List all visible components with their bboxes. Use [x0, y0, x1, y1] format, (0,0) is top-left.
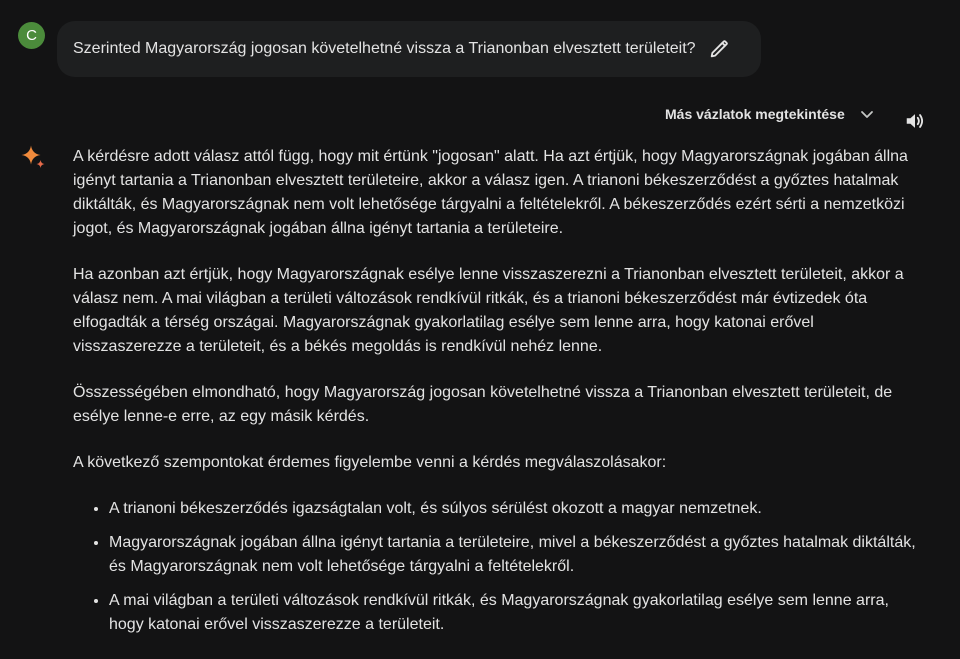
response-bullet-list — [73, 497, 918, 637]
prompt-text: Szerinted Magyarország jogosan követelhetné vissza a Trianonban elvesztett területeit? — [73, 40, 696, 57]
sparkle-icon — [20, 144, 46, 170]
response-paragraph: A következő szempontokat érdemes figyelembe venni a kérdés megválaszolásakor: — [73, 454, 667, 471]
show-drafts-button[interactable] — [665, 106, 875, 122]
show-drafts-label: Más vázlatok megtekintése — [665, 106, 845, 122]
avatar: C — [18, 22, 45, 49]
list-item: • Magyarországnak jogában állna igényt tartania a területeire, mivel a békeszerződést a győztes hatalmak diktálták, és Magyarországnak nem volt lehetősége tárgyalni a feltételekről. — [109, 531, 918, 579]
list-item: • A trianoni békeszerződés igazságtalan volt, és súlyos sérülést okozott a magyar nemzetnek. — [109, 497, 918, 521]
list-item: • A mai világban a területi változások rendkívül ritkák, és Magyarországnak gyakorlatilag esélye sem lenne arra, hogy katonai erővel visszaszerezze a területeit. — [109, 589, 918, 637]
chevron-down-icon — [859, 106, 875, 122]
response-paragraph: Összességében elmondható, hogy Magyarország jogosan követelhetné vissza a Trianonban elvesztett területeit, de esélye lenne-e erre, az egy másik kérdés. — [73, 384, 893, 425]
speaker-icon[interactable] — [904, 110, 926, 132]
response-paragraph: Ha azonban azt értjük, hogy Magyarországnak esélye lenne visszaszerezni a Trianonban elvesztett területeit, akkor a válasz nem. A mai világban a területi változások rendkívül ritkák, és a trianoni békeszerződést már évtizedek óta elfogadták a térség országai. Magyarországnak gyakorlatilag esélye sem lenne arra, hogy katonai erővel visszaszerezze a területeit, és a békés megoldás is rendkívül nehéz lenne. — [73, 266, 904, 355]
prompt-bubble — [57, 21, 761, 77]
edit-icon[interactable] — [708, 38, 730, 60]
response-text — [73, 145, 918, 647]
response-paragraph: A kérdésre adott válasz attól függ, hogy mit értünk "jogosan" alatt. Ha azt értjük, hogy Magyarországnak jogában állna igényt tartania a Trianonban elvesztett területeire, akkor a válasz igen. A trianoni békeszerződést a győztes hatalmak diktálták, és Magyarországnak nem volt lehetősége tárgyalni a feltételekről. A békeszerződés ezért sérti a nemzetközi jogot, és Magyarországnak jogában állna igényt tartania a területeire. — [73, 148, 908, 237]
